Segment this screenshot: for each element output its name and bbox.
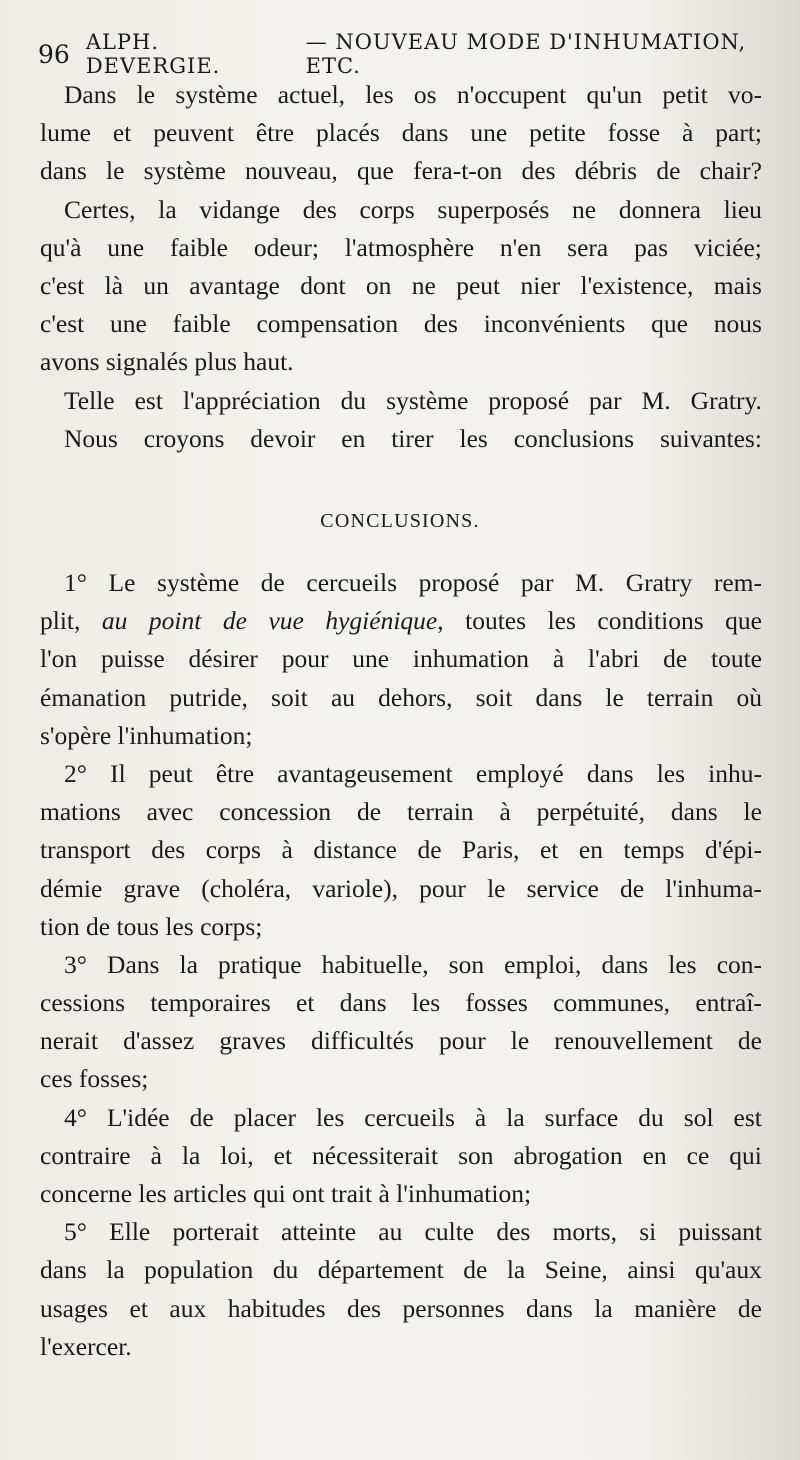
- body-line: [40, 267, 762, 305]
- conclusion-line-10-word: Dans: [107, 949, 160, 979]
- conclusion-line-2-word: de: [663, 644, 688, 674]
- conclusion-line-17-word: puissant: [678, 1217, 762, 1247]
- conclusion-line-5-word: inhu-: [708, 758, 762, 788]
- conclusion-line-14-word: 4°: [64, 1102, 87, 1132]
- conclusion-line-12-word: difficultés: [310, 1026, 414, 1056]
- conclusion-line-6-word: mations: [40, 797, 121, 827]
- conclusion-line-3-word: le: [605, 682, 624, 712]
- conclusion-line: [40, 870, 762, 908]
- body-line-3-word: corps: [359, 194, 415, 224]
- conclusion-line-2-word: une: [352, 644, 390, 674]
- body-line-0-word: petit: [662, 80, 708, 109]
- conclusion-line-7-word: des: [151, 835, 186, 865]
- body-line-0-word: os: [413, 80, 437, 109]
- conclusion-line-10-word: les: [668, 949, 697, 979]
- conclusion-line-0-word: système: [157, 568, 240, 597]
- body-line-1-word: placés: [316, 118, 380, 148]
- conclusion-line-15-word: son: [458, 1140, 494, 1170]
- conclusion-line: concerne les articles qui ont trait à l'inhumation;: [40, 1179, 532, 1208]
- conclusion-line-1-word: plit,: [40, 606, 81, 636]
- body-line-9-word: Nous: [64, 423, 118, 453]
- conclusion-line-17-word: 5°: [64, 1217, 87, 1247]
- conclusion-line-3-word: putride,: [169, 682, 248, 712]
- conclusion-line-19-word: manière: [634, 1293, 717, 1323]
- conclusion-line-11-word: temporaires: [150, 988, 271, 1018]
- conclusion-line-15-word: nécessiterait: [312, 1140, 439, 1170]
- body-line-8-word: système: [386, 385, 469, 415]
- conclusion-line-10-word: emploi,: [504, 949, 582, 979]
- body-line-9-word: suivantes:: [659, 423, 762, 453]
- body-line-4-word: n'en: [499, 232, 542, 262]
- conclusion-line-0-word: de: [260, 568, 285, 597]
- body-line-9-word: croyons: [143, 423, 225, 453]
- body-line-0-word: le: [136, 80, 156, 109]
- conclusion-line-1-word: vue: [268, 606, 304, 636]
- conclusion-line-18-word: du: [272, 1255, 299, 1285]
- conclusion-line-7-word: temps: [623, 835, 685, 865]
- conclusion-line-15-word: à: [150, 1140, 162, 1170]
- conclusion-line-2-word: inhumation: [412, 644, 530, 674]
- conclusion-line-2-word: pour: [281, 644, 329, 674]
- conclusion-line-15-word: qui: [729, 1140, 762, 1170]
- conclusion-line-5-word: Il: [110, 758, 126, 788]
- conclusion-line-8-word: service: [526, 873, 599, 903]
- body-line-5-word: peut: [456, 270, 501, 300]
- conclusion-line-11-word: et: [296, 988, 315, 1018]
- conclusion-line-0-word: proposé: [418, 568, 500, 597]
- conclusion-line-14-word: à: [474, 1102, 487, 1132]
- conclusion-line-0-word: rem-: [713, 568, 762, 597]
- conclusion-line-11-word: entraî-: [695, 988, 762, 1018]
- conclusion-line-3-word: au: [330, 682, 356, 712]
- conclusion-line-3-word: soit: [271, 682, 308, 712]
- conclusion-line-7-word: corps: [205, 835, 261, 865]
- conclusion-line-3-word: soit: [475, 682, 513, 712]
- conclusion-line-3-word: émanation: [40, 682, 147, 712]
- conclusion-line-8-word: variole),: [312, 873, 398, 903]
- conclusion-line-18-word: département: [317, 1255, 444, 1285]
- body-line-2-word: de: [656, 156, 681, 186]
- conclusion-line-18-word: population: [144, 1255, 254, 1285]
- conclusion-line-0-word: 1°: [64, 568, 87, 597]
- body-line-9-word: les: [459, 423, 488, 453]
- conclusion-line-2-word: à: [552, 644, 565, 674]
- body-line-5-word: un: [143, 270, 169, 300]
- body-line: [40, 229, 762, 267]
- conclusion-line-6-word: perpétuité,: [536, 797, 645, 827]
- conclusion-line-7-word: transport: [40, 835, 131, 865]
- conclusion-line-10-word: habituelle,: [321, 949, 429, 979]
- conclusion-line-14-word: sol: [683, 1102, 714, 1132]
- body-line-6-word: inconvénients: [483, 309, 626, 339]
- conclusion-line-3-word: où: [736, 682, 762, 712]
- body-line-1-word: une: [470, 118, 508, 148]
- body-line-4-word: une: [107, 232, 145, 262]
- body-line-8-word: l'appréciation: [182, 385, 321, 415]
- body-line-9-word: en: [341, 423, 366, 453]
- conclusion-line-19-word: dans: [526, 1293, 573, 1323]
- conclusion-line: [40, 793, 762, 831]
- body-line-1-word: être: [255, 118, 295, 148]
- conclusion-line: s'opère l'inhumation;: [40, 720, 253, 750]
- body-line-3-word: ne: [572, 194, 597, 224]
- conclusion-line-1-word: toutes: [465, 606, 527, 636]
- conclusion-line-10-word: dans: [601, 949, 649, 979]
- body-line-6-word: compensation: [256, 309, 399, 339]
- body-line-3-word: lieu: [723, 194, 762, 224]
- header-author: ALPH. DEVERGIE.: [85, 30, 221, 78]
- conclusion-line-5-word: les: [656, 758, 686, 788]
- conclusion-line: ces fosses;: [40, 1064, 149, 1094]
- body-line-0-word: Dans: [64, 80, 117, 109]
- conclusion-line-8-word: pour: [419, 873, 466, 903]
- body-line-3-word: superposés: [437, 194, 550, 224]
- body-line-0-word: actuel,: [277, 80, 346, 109]
- body-line-4-word: qu'à: [40, 232, 82, 262]
- conclusion-line: l'exercer.: [40, 1331, 132, 1361]
- conclusion-line-14-word: la: [506, 1102, 525, 1132]
- conclusion-line-5-word: employé: [475, 758, 564, 788]
- body-line-5-word: on: [365, 270, 392, 300]
- body-line-2-word: chair?: [699, 156, 762, 186]
- body-text: [40, 76, 762, 458]
- conclusion-line-19-word: aux: [169, 1293, 207, 1323]
- conclusion-line-10-word: con-: [716, 949, 762, 979]
- conclusion-line: [40, 1290, 762, 1328]
- conclusion-line-1-word: au: [101, 606, 128, 636]
- body-line-1-word: et: [112, 118, 132, 148]
- conclusion-line-19-word: usages: [40, 1293, 108, 1323]
- conclusion-line-7-word: à: [281, 835, 293, 865]
- conclusion-line-14-word: de: [189, 1102, 214, 1132]
- conclusion-line-19-word: habitudes: [227, 1293, 326, 1323]
- conclusion-line-2-word: désirer: [188, 644, 258, 674]
- body-line-6-word: des: [423, 309, 458, 339]
- conclusion-line: [40, 946, 762, 984]
- conclusion-line-0-word: Le: [108, 568, 136, 597]
- body-line-2-word: que: [357, 156, 394, 186]
- body-line-3-word: la: [158, 194, 177, 224]
- conclusion-line-0-word: cercueils: [306, 568, 398, 597]
- conclusion-line-12-word: renouvellement: [554, 1026, 713, 1056]
- conclusion-line-0-word: Gratry: [625, 568, 693, 597]
- body-line-2-word: des: [521, 156, 556, 186]
- body-line-0-word: n'occupent: [456, 80, 567, 109]
- body-line-2-word: dans: [40, 156, 87, 186]
- body-line-0-word: système: [175, 80, 258, 109]
- body-line: [40, 420, 762, 458]
- body-line-4-word: faible: [169, 232, 228, 262]
- conclusion-line-11-word: dans: [339, 988, 387, 1018]
- body-line-5-word: dont: [300, 270, 346, 300]
- conclusion-line: tion de tous les corps;: [40, 911, 263, 941]
- conclusion-line-14-word: est: [733, 1102, 762, 1132]
- conclusion-line: [40, 1099, 762, 1137]
- body-line-1-word: dans: [401, 118, 449, 148]
- conclusion-line-12-word: d'assez: [123, 1026, 195, 1056]
- conclusion-line-7-word: de: [417, 835, 442, 865]
- conclusion-line-14-word: placer: [233, 1102, 296, 1132]
- body-line-3-word: Certes,: [64, 194, 136, 224]
- body-line-9-word: devoir: [250, 423, 316, 453]
- conclusion-line-14-word: les: [315, 1102, 345, 1132]
- conclusion-line-19-word: la: [594, 1293, 613, 1323]
- conclusion-line-1-word: de: [222, 606, 247, 636]
- body-line-4-word: pas: [634, 232, 669, 262]
- body-line-4-word: sera: [567, 232, 609, 262]
- conclusion-line-18-word: dans: [40, 1255, 87, 1285]
- conclusion-line-8-word: grave: [123, 873, 181, 903]
- conclusion-line-7-word: Paris,: [462, 835, 520, 865]
- conclusion-line-14-word: du: [638, 1102, 664, 1132]
- body-line: avons signalés plus haut.: [40, 347, 294, 377]
- conclusion-line-15-word: en: [642, 1140, 667, 1170]
- conclusion-line-8-word: le: [487, 873, 506, 903]
- body-line-8-word: M.: [641, 385, 671, 415]
- conclusion-line-17-word: culte: [424, 1217, 475, 1247]
- body-line-9-word: conclusions: [513, 423, 635, 453]
- conclusion-line-19-word: personnes: [402, 1293, 505, 1323]
- body-line-5-word: ne: [411, 270, 436, 300]
- conclusion-line-8-word: de: [620, 873, 645, 903]
- body-line-8-word: par: [589, 385, 622, 415]
- conclusion-line-18-word: Seine,: [544, 1255, 608, 1285]
- conclusion-line-14-word: cercueils: [364, 1102, 455, 1132]
- conclusion-line-10-word: 3°: [64, 949, 87, 979]
- conclusion-line-17-word: porterait: [172, 1217, 259, 1247]
- header-title: — NOUVEAU MODE D'INHUMATION, ETC.: [305, 30, 747, 78]
- conclusion-line: [40, 755, 762, 793]
- conclusion-line-17-word: Elle: [109, 1217, 151, 1247]
- body-line-1-word: peuvent: [153, 118, 234, 148]
- body-line: [40, 382, 762, 420]
- conclusion-line-18-word: de: [463, 1255, 488, 1285]
- conclusion-line-6-word: le: [743, 797, 762, 827]
- body-line-1-word: à: [682, 118, 694, 148]
- body-line-5-word: nier: [520, 270, 561, 300]
- conclusion-line-7-word: distance: [313, 835, 397, 865]
- conclusion-line-17-word: morts,: [552, 1217, 617, 1247]
- conclusion-line-14-word: L'idée: [106, 1102, 170, 1132]
- conclusion-line-10-word: pratique: [218, 949, 302, 979]
- conclusion-line-18-word: la: [506, 1255, 526, 1285]
- body-line-2-word: fera-t-on: [413, 156, 503, 186]
- body-line-6-word: que: [651, 309, 688, 339]
- conclusion-line: [40, 984, 762, 1022]
- body-line-2-word: le: [105, 156, 125, 186]
- conclusion-line-15-word: ce: [686, 1140, 710, 1170]
- conclusion-line-2-word: l'on: [40, 644, 78, 674]
- conclusion-line-14-word: surface: [544, 1102, 619, 1132]
- body-line-8-word: Gratry.: [690, 385, 762, 415]
- conclusion-line-19-word: de: [737, 1293, 762, 1323]
- body-line-6-word: une: [110, 309, 147, 339]
- conclusion-line-7-word: d'épi-: [704, 835, 762, 865]
- conclusion-line-18-word: la: [106, 1255, 125, 1285]
- body-line-8-word: proposé: [488, 385, 570, 415]
- body-line-5-word: c'est: [40, 270, 85, 300]
- running-header: [38, 30, 768, 78]
- conclusion-line-1-word: hygiénique,: [325, 606, 444, 636]
- conclusion-line-0-word: par: [520, 568, 554, 597]
- body-line-1-word: part;: [715, 118, 762, 148]
- conclusion-line-17-word: si: [639, 1217, 657, 1247]
- conclusion-line-1-word: point: [148, 606, 202, 636]
- conclusion-line-5-word: peut: [148, 758, 193, 788]
- conclusion-line-2-word: l'abri: [587, 644, 640, 674]
- conclusion-line: [40, 1213, 762, 1251]
- body-line-5-word: avantage: [189, 270, 280, 300]
- conclusion-line-11-word: les: [411, 988, 441, 1018]
- conclusion-line-15-word: abrogation: [513, 1140, 623, 1170]
- conclusion-line-5-word: avantageusement: [277, 758, 453, 788]
- body-line-5-word: l'existence,: [580, 270, 694, 300]
- conclusion-line-12-word: pour: [438, 1026, 486, 1056]
- body-line: [40, 114, 762, 152]
- body-line-4-word: viciée;: [693, 232, 762, 262]
- conclusion-line-19-word: des: [347, 1293, 382, 1323]
- body-line-3-word: des: [302, 194, 337, 224]
- conclusion-line-2-word: puisse: [100, 644, 165, 674]
- conclusion-line-7-word: et: [539, 835, 559, 865]
- body-line-6-word: c'est: [40, 309, 85, 339]
- page-number: 96: [38, 39, 70, 69]
- body-line-5-word: là: [104, 270, 124, 300]
- conclusion-line-6-word: de: [357, 797, 382, 827]
- conclusion-line-5-word: être: [215, 758, 255, 788]
- conclusion-line-1-word: que: [725, 606, 762, 636]
- conclusion-line-5-word: dans: [586, 758, 634, 788]
- conclusion-line-17-word: au: [378, 1217, 403, 1247]
- body-line-0-word: qu'un: [586, 80, 643, 109]
- conclusion-line-1-word: les: [547, 606, 576, 636]
- body-line-1-word: fosse: [607, 118, 661, 148]
- body-line-3-word: donnera: [618, 194, 701, 224]
- conclusion-line: [40, 831, 762, 869]
- body-line: [40, 152, 762, 190]
- conclusion-line-12-word: de: [737, 1026, 762, 1056]
- conclusion-line-11-word: communes,: [553, 988, 671, 1018]
- conclusion-line: [40, 1137, 762, 1175]
- conclusion-line-0-word: M.: [575, 568, 605, 597]
- conclusions-heading: CONCLUSIONS.: [320, 510, 480, 532]
- conclusion-line-6-word: à: [499, 797, 511, 827]
- conclusion-line-6-word: terrain: [407, 797, 474, 827]
- conclusion-line-10-word: la: [179, 949, 198, 979]
- conclusion-line-6-word: concession: [219, 797, 332, 827]
- conclusion-line: [40, 1022, 762, 1060]
- body-line-2-word: système: [143, 156, 226, 186]
- conclusion-line: [40, 679, 762, 717]
- conclusion-line-7-word: en: [578, 835, 603, 865]
- body-line-6-word: faible: [172, 309, 231, 339]
- body-line: [40, 191, 762, 229]
- body-line-2-word: nouveau,: [245, 156, 338, 186]
- conclusion-line-6-word: avec: [146, 797, 194, 827]
- conclusion-line-1-word: conditions: [597, 606, 704, 636]
- conclusion-line: [40, 1251, 762, 1289]
- conclusion-line-19-word: et: [129, 1293, 148, 1323]
- conclusion-line-15-word: loi,: [220, 1140, 254, 1170]
- conclusion-line-17-word: des: [496, 1217, 531, 1247]
- body-line-8-word: du: [340, 385, 367, 415]
- conclusions-list: [40, 564, 762, 1366]
- body-line: [40, 305, 762, 343]
- conclusion-line-11-word: cessions: [40, 988, 125, 1018]
- body-line-9-word: tirer: [391, 423, 434, 453]
- body-line-5-word: mais: [713, 270, 762, 300]
- body-line-2-word: débris: [574, 156, 638, 186]
- conclusion-line-15-word: et: [273, 1140, 293, 1170]
- conclusion-line-12-word: le: [510, 1026, 530, 1056]
- body-line-4-word: odeur;: [253, 232, 319, 262]
- conclusion-line-5-word: 2°: [64, 758, 87, 788]
- body-line-4-word: l'atmosphère: [344, 232, 475, 262]
- body-line-6-word: nous: [713, 309, 762, 339]
- conclusion-line-18-word: qu'aux: [694, 1255, 762, 1285]
- body-line-1-word: lume: [40, 118, 91, 148]
- conclusion-line-11-word: fosses: [465, 988, 528, 1018]
- body-line-0-word: les: [365, 80, 394, 109]
- body-line-3-word: vidange: [199, 194, 281, 224]
- conclusion-line-3-word: dans: [535, 682, 583, 712]
- body-line-1-word: petite: [529, 118, 586, 148]
- body-line-0-word: vo-: [727, 80, 762, 109]
- conclusion-line: [40, 602, 762, 640]
- conclusion-line-12-word: graves: [219, 1026, 286, 1056]
- conclusion-line-3-word: terrain: [646, 682, 714, 712]
- conclusion-line-6-word: dans: [670, 797, 718, 827]
- conclusion-line-10-word: son: [448, 949, 485, 979]
- conclusion-line-8-word: l'inhuma-: [665, 873, 762, 903]
- conclusion-line: [40, 640, 762, 678]
- body-line: [40, 76, 762, 114]
- conclusion-line: [40, 564, 762, 602]
- body-line-8-word: est: [134, 385, 163, 415]
- body-line-8-word: Telle: [64, 385, 115, 415]
- conclusion-line-18-word: ainsi: [627, 1255, 676, 1285]
- conclusion-line-3-word: dehors,: [378, 682, 453, 712]
- conclusion-line-2-word: toute: [710, 644, 762, 674]
- conclusion-line-17-word: atteinte: [281, 1217, 357, 1247]
- conclusion-line-15-word: la: [181, 1140, 201, 1170]
- conclusion-line-15-word: contraire: [40, 1140, 131, 1170]
- conclusion-line-12-word: nerait: [40, 1026, 99, 1056]
- conclusion-line-8-word: (choléra,: [201, 873, 292, 903]
- conclusion-line-8-word: démie: [40, 873, 103, 903]
